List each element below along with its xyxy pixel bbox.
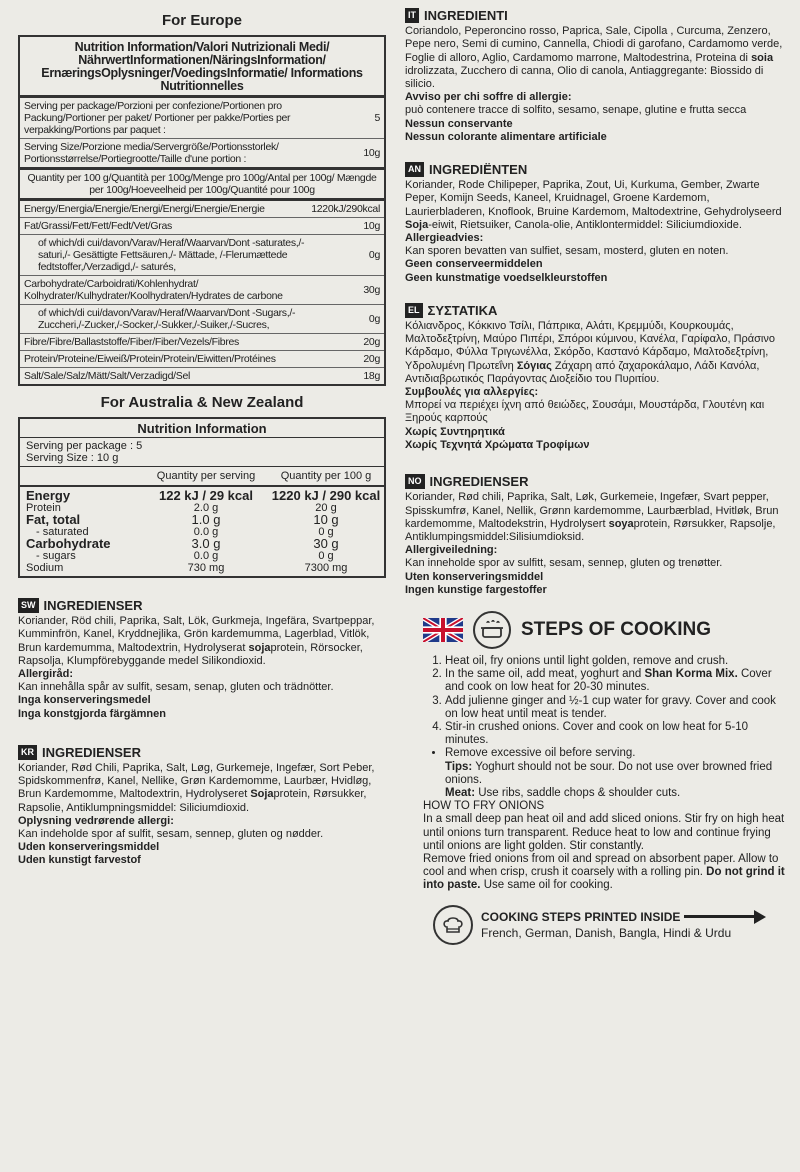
cooking-pot-icon xyxy=(473,611,511,649)
howto-title: HOW TO FRY ONIONS xyxy=(423,800,545,813)
note-no-colours: Geen kunstmatige voedselkleurstoffen xyxy=(405,271,608,284)
ingredients-greek xyxy=(405,303,790,452)
europe-row-sugars: of which/di cui/davon/Varav/Heraf/Waarvan/Dont -Sugars,/-Zuccheri,/-Zucker,/-Socker,/-Sukker,/-Suiker,/-Sucres, 0g xyxy=(20,305,384,334)
anz-row-carbohydrate: Carbohydrate 3.0 g 30 g xyxy=(26,536,339,551)
right-column xyxy=(405,8,790,945)
note-no-colours: Inga konstgjorda färgämnen xyxy=(18,707,166,720)
left-column xyxy=(18,8,386,882)
anz-serving-size: Serving Size : 10 g xyxy=(26,452,119,464)
ingredients-norwegian xyxy=(405,474,790,597)
ingredients-italian xyxy=(405,8,790,144)
step-3: 3. Add julienne ginger and ½-1 cup water for gravy. Cover and cook on low heat until meat is tender. xyxy=(445,695,790,721)
anz-col-100g: Quantity per 100 g xyxy=(280,470,372,482)
ingredients-text: Κόλιανδρος, Κόκκινο Τσίλι, Πάπρικα, Αλάτι, Κρεμμύδι, Κουρκουμάς, Μαλτοδεξτρίνη, Μαύρο Πιπέρι, Σπόροι κύμινου, Κανέλα, Γαρίφαλο, Πράσινο Κάρδαμο, Φύλλα Τριγωνέλλα, Σκόρδο, Καστανό Κάρδαμο, Μαλτοδεξτρίνη, Υδρολυμένη Πρωτεΐνη Σόγιας Ζάχαρη από ζαχαροκάλαμο, Λάδι Κανόλα, Αντιδιαβρωτικός Παράγοντας Διοξείδιο του Πυριτίου. xyxy=(405,320,775,385)
step-1: 1. Heat oil, fry onions until light golden, remove and crush. xyxy=(445,655,790,668)
europe-table-header: Nutrition Information/Valori Nutrizionali Medi/ NährwertInformationen/NäringsInformation/ ErnæringsOplysninger/VoedingsInformatie/ Informations Nutritionnelles xyxy=(20,37,384,98)
europe-title: For Europe xyxy=(161,12,242,29)
step-4: 4. Stir-in crushed onions. Cover and cook on low heat for 5-10 minutes. xyxy=(445,721,790,747)
cooking-title: STEPS OF COOKING xyxy=(521,618,712,640)
europe-row-fat: Fat/Grassi/Fett/Fett/Fedt/Vet/Gras 10g xyxy=(20,218,384,235)
anz-row-energy: Energy 122 kJ / 29 kcal 1220 kJ / 290 kcal xyxy=(26,488,381,503)
anz-title: For Australia & New Zealand xyxy=(100,394,304,411)
allergy-title: Avviso per chi soffre di allergie: xyxy=(405,91,572,104)
ingredients-text: Koriander, Rød chili, Paprika, Salt, Løk, Gurkemeie, Ingefær, Svart pepper, Spisskumfrø, Kanel, Nellik, Grønn kardemomme, Laurbærblad, Hvitløk, Brun kardemomme, Maltodekstrin, Hydrolysert soyaprotein, Rørsukker, Rapsolje, Antiklumpingsmiddel:Silisiumdioksid. xyxy=(405,491,779,543)
note-no-preservatives: Geen conserveermiddelen xyxy=(405,258,543,271)
ingredients-title: INGREDIËNTEN xyxy=(429,162,528,178)
ingredients-title: INGREDIENTI xyxy=(424,8,508,23)
cooking-meat: Meat: Use ribs, saddle chops & shoulder cuts. xyxy=(445,786,681,799)
step-5: • Remove excessive oil before serving. xyxy=(445,747,790,760)
howto-text-1: In a small deep pan heat oil and add sliced onions. Stir fry on high heat until onions turn transparent. Reduce heat to low and continue frying until onions are light golden. Stir constantly. xyxy=(423,813,785,852)
allergy-title: Allergieadvies: xyxy=(405,232,484,245)
europe-serving-size: Serving Size/Porzione media/Servergröße/Portionsstorlek/ Portionsstørrelse/Portiegrootte/Taille d'une portion : 10g xyxy=(20,139,384,170)
language-tag: KR xyxy=(18,745,37,760)
ingredients-title: INGREDIENSER xyxy=(429,474,529,490)
anz-col-serving: Quantity per serving xyxy=(156,470,256,482)
anz-row-sugars: - sugars 0.0 g 0 g xyxy=(36,550,334,562)
ingredients-swedish xyxy=(18,598,386,721)
europe-row-salt: Salt/Sale/Salz/Mätt/Salt/Verzadigd/Sel 18g xyxy=(24,370,380,382)
cooking-header xyxy=(423,611,790,649)
ingredients-title: ΣΥΣΤΑΤΙΚΑ xyxy=(427,302,498,318)
allergy-text: Kan indeholde spor af sulfit, sesam, sennep, gluten og nødder. xyxy=(18,828,324,841)
note-no-preservatives: Uten konserveringsmiddel xyxy=(405,570,544,583)
howto-text-2: Remove fried onions from oil and spread on absorbent paper. Allow to cool and when crisp, crush it coarsely with a rolling pin. Do not grind it into paste. Use same oil for cooking. xyxy=(423,852,785,892)
chef-hat-icon xyxy=(433,905,473,945)
europe-row-carbohydrate: Carbohydrate/Carboidrati/Kohlenhydrat/ Kolhydrater/Kulhydrater/Koolhydraten/Hydrates de carbone 30g xyxy=(20,276,384,305)
europe-serving-per-package: Serving per package/Porzioni per confezione/Portionen pro Packung/Portioner per paket/ Portioner per pakke/Porties per verpakking/Portions par paquet : 5 xyxy=(20,98,384,139)
allergy-text: Μπορεί να περιέχει ίχνη από θειώδες, Σουσάμι, Μουστάρδα, Γλουτένη και Ξηρούς καρπούς xyxy=(405,399,765,425)
anz-column-headers xyxy=(20,466,384,487)
ingredients-title: INGREDIENSER xyxy=(43,598,143,613)
note-no-preservatives: Uden konserveringsmiddel xyxy=(18,841,160,854)
allergy-title: Συμβουλές για αλλεργίες: xyxy=(405,386,539,399)
allergy-text: può contenere tracce di solfito, sesamo, senape, glutine e frutta secca xyxy=(405,104,747,117)
cooking-tips: Tips: Yoghurt should not be sour. Do not use over browned fried onions. xyxy=(445,760,773,786)
allergy-title: Oplysning vedrørende allergi: xyxy=(18,814,174,827)
note-no-colours: Nessun colorante alimentare artificiale xyxy=(405,130,607,143)
note-no-colours: Uden kunstigt farvestof xyxy=(18,854,141,867)
language-tag: SW xyxy=(18,598,39,613)
europe-row-fibre: Fibre/Fibre/Ballaststoffe/Fiber/Fiber/Vezels/Fibres 20g xyxy=(20,334,384,351)
europe-row-protein: Protein/Proteine/Eiweiß/Protein/Protein/Eiwitten/Protéines 20g xyxy=(20,351,384,368)
allergy-title: Allergiråd: xyxy=(18,668,74,681)
step-2: 2. In the same oil, add meat, yoghurt and Shan Korma Mix. Cover and cook on low heat for 20-30 minutes. xyxy=(445,668,790,694)
ingredients-danish xyxy=(18,745,386,868)
note-no-preservatives: Inga konserveringsmedel xyxy=(18,694,151,707)
europe-nutrition-table xyxy=(18,35,386,386)
allergy-text: Kan sporen bevatten van sulfiet, sesam, mosterd, gluten en noten. xyxy=(405,245,729,258)
anz-nutrition-table xyxy=(18,417,386,578)
note-no-preservatives: Χωρίς Συντηρητικά xyxy=(405,425,505,438)
anz-table-header: Nutrition Information xyxy=(20,419,384,438)
language-tag: EL xyxy=(405,303,423,318)
ingredients-text: Koriander, Röd chili, Paprika, Salt, Lök, Gurkmeja, Ingefära, Svartpeppar, Kumminfrön, Kanel, Kryddnejlika, Grön kardemumma, Lagerblad, Vitlök, Brun kardemumma, Maltodextrin, Hydrolyserat sojaprotein, Rörsocker, Rapsolja, Klumpförebyggande medel Silikondioxid. xyxy=(18,615,375,667)
printed-inside-title: COOKING STEPS PRINTED INSIDE xyxy=(481,909,681,924)
ingredients-text: Koriander, Rode Chilipeper, Paprika, Zout, Ui, Kurkuma, Gember, Zwarte Peper, Komijn Seeds, Kaneel, Kruidnagel, Groene Kardemom, Laurierbladeren, Knoflook, Bruine Kardemom, Maltodextrine, Gehydrolyseerd Soja-eiwit, Rietsuiker, Canola-olie, Antiklontermiddel: Siliciumdioxide. xyxy=(405,179,782,231)
language-tag: NO xyxy=(405,474,425,489)
ingredients-text: Coriandolo, Peperoncino rosso, Paprica, Sale, Cipolla , Curcuma, Zenzero, Pepe nero, Semi di cumino, Cannella, Chiodi di garofano, Cardamomo verde, Foglie di alloro, Aglio, Cardamomo marrone, Maltodestrina, Proteina di soia idrolizzata, Zucchero di canna, Olio di canola, Antiaggregante: Biossido di silicio. xyxy=(405,25,783,91)
cooking-steps xyxy=(423,655,790,893)
anz-row-sodium: Sodium 730 mg 7300 mg xyxy=(26,562,348,574)
europe-row-energy: Energy/Energia/Energie/Energi/Energi/Energie/Energie 1220kJ/290kcal xyxy=(20,201,384,218)
ingredients-dutch xyxy=(405,162,790,285)
anz-row-protein: Protein 2.0 g 20 g xyxy=(26,502,337,514)
ingredients-title: INGREDIENSER xyxy=(42,744,141,760)
anz-row-saturated: - saturated 0.0 g 0 g xyxy=(36,526,334,538)
allergy-text: Kan inneholde spor av sulfitt, sesam, sennep, gluten og trenøtter. xyxy=(405,557,723,570)
europe-quantity-label: Quantity per 100 g/Quantità per 100g/Menge pro 100g/Antal per 100g/ Mængde per 100g/Hoeveelheid per 100g/Quantité pour 100g xyxy=(20,170,384,201)
printed-inside-languages: French, German, Danish, Bangla, Hindi & Urdu xyxy=(481,925,732,940)
cooking-steps-printed-inside xyxy=(433,905,790,945)
anz-serving-per-package: Serving per package : 5 xyxy=(26,440,143,452)
note-no-colours: Χωρίς Τεχνητά Χρώματα Τροφίμων xyxy=(405,438,590,451)
allergy-title: Allergiveiledning: xyxy=(405,544,498,557)
note-no-preservatives: Nessun conservante xyxy=(405,117,513,130)
language-tag: AN xyxy=(405,162,424,177)
allergy-text: Kan innehålla spår av sulfit, sesam, senap, gluten och trädnötter. xyxy=(18,681,334,694)
uk-flag-icon xyxy=(423,618,463,642)
anz-row-fat: Fat, total 1.0 g 10 g xyxy=(26,512,339,527)
arrow-right-icon xyxy=(754,910,766,924)
europe-row-saturates: of which/di cui/davon/Varav/Heraf/Waarvan/Dont -saturates,/- saturi,/- Gesättigte Fettsäuren,/- Mättade, /-Flerumættede fedtstoffer,/Verzadigd,/- saturés, 0g xyxy=(20,235,384,276)
language-tag: IT xyxy=(405,8,419,23)
note-no-colours: Ingen kunstige fargestoffer xyxy=(405,583,547,596)
ingredients-text: Koriander, Rød Chili, Paprika, Salt, Løg, Gurkemeje, Ingefær, Sort Peber, Spidskommenfrø, Kanel, Nellike, Grøn Kardemomme, Laurbær, Hvidløg, Brun Kardemomme, Maltodextrin, Hydrolyseret Sojaprotein, Rørsukker, Rapsolie, Antiklumpningsmiddel: Siliciumdioxid. xyxy=(18,762,375,814)
